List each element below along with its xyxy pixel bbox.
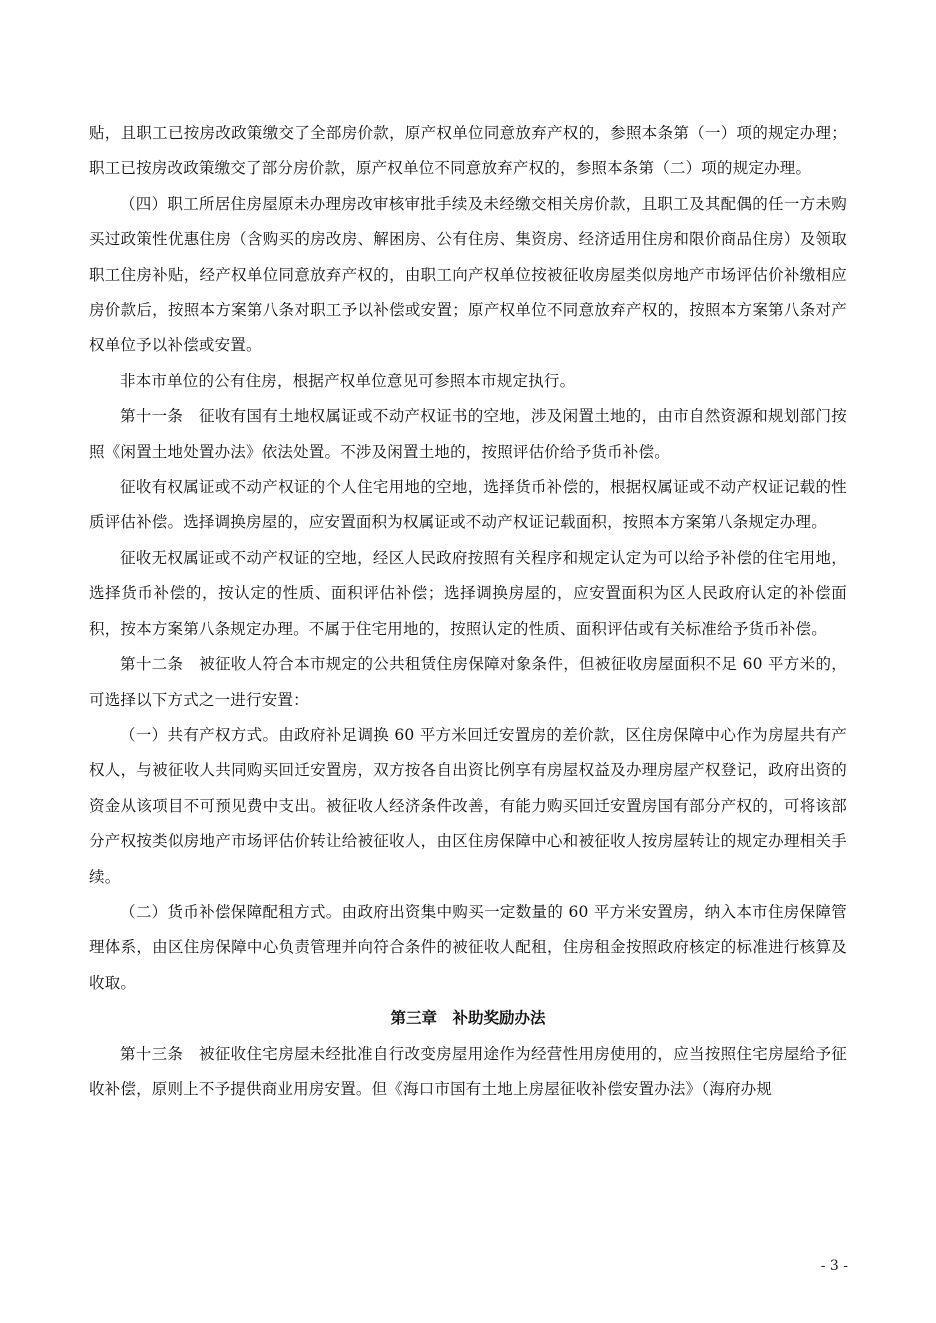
- paragraph-6: 征收无权属证或不动产权证的空地，经区人民政府按照有关程序和规定认定为可以给予补偿的住宅用地，选择货币补偿的，按认定的性质、面积评估补偿；选择调换房屋的，应安置面积为区人民政府认定的补偿面积，按本方案第八条规定办理。不属于住宅用地的，按照认定的性质、面积评估或有关标准给予货币补偿。: [89, 548, 847, 638]
- paragraph-3: 非本市单位的公有住房，根据产权单位意见可参照本市规定执行。: [120, 371, 576, 390]
- paragraph-9: （二）货币补偿保障配租方式。由政府出资集中购买一定数量的 60 平方米安置房，纳入本市住房保障管理体系，由区住房保障中心负责管理并向符合条件的被征收人配租，住房租金按照政府核定的标准进行核算及收取。: [89, 902, 847, 992]
- paragraph-2: （四）职工所居住房屋原未办理房改审核审批手续及未经缴交相关房价款，且职工及其配偶的任一方未购买过政策性优惠住房（含购买的房改房、解困房、公有住房、集资房、经济适用住房和限价商品住房）及领取职工住房补贴，经产权单位同意放弃产权的，由职工向产权单位按被征收房屋类似房地产市场评估价补缴相应房价款后，按照本方案第八条对职工予以补偿或安置；原产权单位不同意放弃产权的，按照本方案第八条对产权单位予以补偿或安置。: [89, 194, 847, 355]
- paragraph-1: 贴，且职工已按房改政策缴交了全部房价款，原产权单位同意放弃产权的，参照本条第（一）项的规定办理；职工已按房改政策缴交了部分房价款，原产权单位不同意放弃产权的，参照本条第（二）项的规定办理。: [89, 124, 847, 178]
- article-12-paragraph: 第十二条 被征收人符合本市规定的公共租赁住房保障对象条件，但被征收房屋面积不足 60 平方米的，可选择以下方式之一进行安置：: [89, 655, 847, 709]
- paragraph-8: （一）共有产权方式。由政府补足调换 60 平方米回迁安置房的差价款，区住房保障中心作为房屋共有产权人，与被征收人共同购买回迁安置房，双方按各自出资比例享有房屋权益及办理房屋产权登记，政府出资的资金从该项目不可预见费中支出。被征收人经济条件改善，有能力购买回迁安置房国有部分产权的，可将该部分产权按类似房地产市场评估价转让给被征收人，由区住房保障中心和被征收人按房屋转让的规定办理相关手续。: [89, 725, 847, 886]
- page-number: - 3 -: [820, 1258, 848, 1274]
- article-13-paragraph: 第十三条 被征收住宅房屋未经批准自行改变房屋用途作为经营性用房使用的，应当按照住宅房屋给予征收补偿，原则上不予提供商业用房安置。但《海口市国有土地上房屋征收补偿安置办法》（海府办规: [89, 1044, 847, 1098]
- paragraph-5: 征收有权属证或不动产权证的个人住宅用地的空地，选择货币补偿的，根据权属证或不动产权证记载的性质评估补偿。选择调换房屋的，应安置面积为权属证或不动产权证记载面积，按照本方案第八条规定办理。: [89, 478, 847, 532]
- document-body: [89, 116, 847, 1107]
- article-11-paragraph: 第十一条 征收有国有土地权属证或不动产权证书的空地，涉及闲置土地的，由市自然资源和规划部门按照《闲置土地处置办法》依法处置。不涉及闲置土地的，按照评估价给予货币补偿。: [89, 407, 847, 461]
- chapter-heading: 第三章 补助奖励办法: [390, 1009, 546, 1028]
